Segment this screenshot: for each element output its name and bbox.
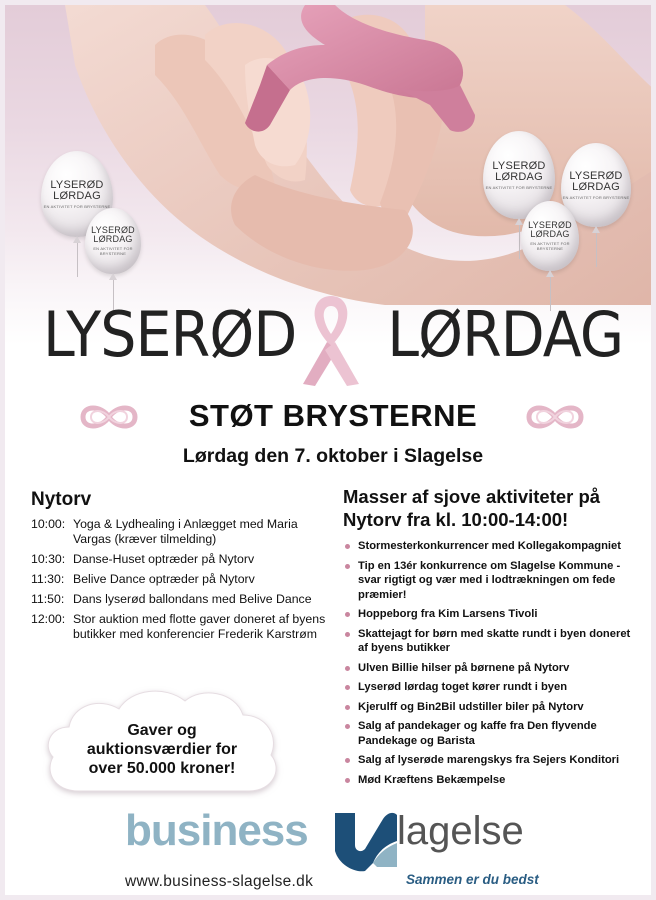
cloud-line-3: over 50.000 kroner!: [88, 760, 236, 777]
activity-item: Salg af lyserøde marengskys fra Sejers Konditori: [343, 753, 639, 768]
logo-s-mark-icon: [325, 805, 403, 875]
activity-item: Mød Kræftens Bekæmpelse: [343, 773, 639, 788]
activity-item: Skattejagt for børn med skatte rundt i byen doneret af byens butikker: [343, 627, 639, 656]
activity-item: Stormesterkonkurrencer med Kollegakompagniet: [343, 539, 639, 554]
subheading: STØT BRYSTERNE: [188, 398, 478, 433]
title-word-right: LØRDAG: [387, 298, 624, 371]
cloud-line-2: auktionsværdier for: [86, 741, 238, 758]
activity-item: Tip en 13ér konkurrence om Slagelse Kommune - svar rigtigt og vær med i lodtrækningen om fede præmier!: [343, 559, 639, 603]
balloon-sub-text: EN AKTIVITET FOR BRYSTERNE: [485, 184, 553, 190]
schedule-item: [31, 572, 331, 587]
schedule-item: [31, 517, 331, 547]
balloon-string: [519, 219, 520, 259]
schedule-item: [31, 592, 331, 607]
schedule-time: 10:00:: [31, 517, 66, 531]
schedule-item: [31, 612, 331, 642]
schedule-text: Dans lyserød ballondans med Belive Dance: [73, 592, 312, 606]
activities-list: [343, 539, 639, 787]
prize-cloud-callout: [39, 681, 285, 799]
schedule-text: Stor auktion med flotte gaver doneret af byens butikker med konferencier Frederik Karstrøm: [73, 612, 326, 641]
balloon-sub-text: EN AKTIVITET FOR BRYSTERNE: [43, 203, 111, 209]
logo-slagelse-text: lagelse: [397, 809, 524, 853]
cloud-text: [39, 721, 285, 778]
balloon-sub-text: EN AKTIVITET FOR BRYSTERNE: [530, 241, 570, 251]
business-slagelse-logo: [125, 805, 565, 871]
activity-item: Hoppeborg fra Kim Larsens Tivoli: [343, 607, 639, 622]
schedule-time: 11:50:: [31, 592, 65, 606]
cloud-line-1: Gaver og: [127, 722, 197, 739]
schedule-time: 10:30:: [31, 552, 66, 566]
activities-section: [343, 485, 639, 792]
balloon-logo-text-1: LYSERØD: [528, 220, 572, 230]
infinity-ornament-icon: [519, 401, 591, 433]
schedule-text: Belive Dance optræder på Nytorv: [73, 572, 255, 586]
balloon-string: [77, 237, 78, 277]
activity-item: Ulven Billie hilser på børnene på Nytorv: [343, 661, 639, 676]
logo-business-text: business: [125, 806, 308, 855]
nytorv-schedule: [31, 489, 331, 647]
tagline: Sammen er du bedst: [406, 872, 539, 887]
activity-item: Kjerulff og Bin2Bil udstiller biler på Nytorv: [343, 700, 639, 715]
schedule-item: [31, 552, 331, 567]
title-word-left: LYSERØD: [43, 298, 297, 371]
activity-item: Lyserød lørdag toget kører rundt i byen: [343, 680, 639, 695]
activity-item: Salg af pandekager og kaffe fra Den flyvende Pandekage og Barista: [343, 719, 639, 748]
balloon-logo-text-2: LØRDAG: [93, 234, 133, 244]
balloon-logo: [521, 201, 579, 271]
schedule-text: Danse-Huset optræder på Nytorv: [73, 552, 255, 566]
balloon-string: [596, 227, 597, 267]
balloon-logo-text-1: LYSERØD: [50, 178, 104, 191]
balloon-logo-text-2: LØRDAG: [495, 170, 543, 183]
activities-heading: [343, 485, 639, 531]
balloon-sub-text: EN AKTIVITET FOR BRYSTERNE: [562, 194, 630, 200]
balloon-sub-text: EN AKTIVITET FOR BRYSTERNE: [93, 246, 133, 256]
schedule-time: 11:30:: [31, 572, 65, 586]
activities-heading-line-1: Masser af sjove aktiviteter på: [343, 486, 601, 507]
balloon-logo-text-2: LØRDAG: [530, 229, 570, 239]
balloon-logo-text-1: LYSERØD: [492, 159, 546, 172]
schedule-text: Yoga & Lydhealing i Anlægget med Maria Vargas (kræver tilmelding): [73, 517, 298, 546]
nytorv-heading: Nytorv: [31, 489, 92, 510]
schedule-list: [31, 517, 331, 642]
website-url[interactable]: www.business-slagelse.dk: [125, 873, 314, 890]
schedule-time: 12:00:: [31, 612, 66, 626]
activities-heading-line-2: Nytorv fra kl. 10:00-14:00!: [343, 509, 569, 530]
balloon-logo-text-1: LYSERØD: [91, 225, 135, 235]
balloon-logo: [85, 208, 141, 274]
balloon-logo-text-2: LØRDAG: [53, 189, 101, 202]
event-title: [5, 290, 656, 390]
date-line: Lørdag den 7. oktober i Slagelse: [182, 445, 484, 467]
balloon-logo-text-1: LYSERØD: [569, 169, 623, 182]
balloon-logo-text-2: LØRDAG: [572, 180, 620, 193]
